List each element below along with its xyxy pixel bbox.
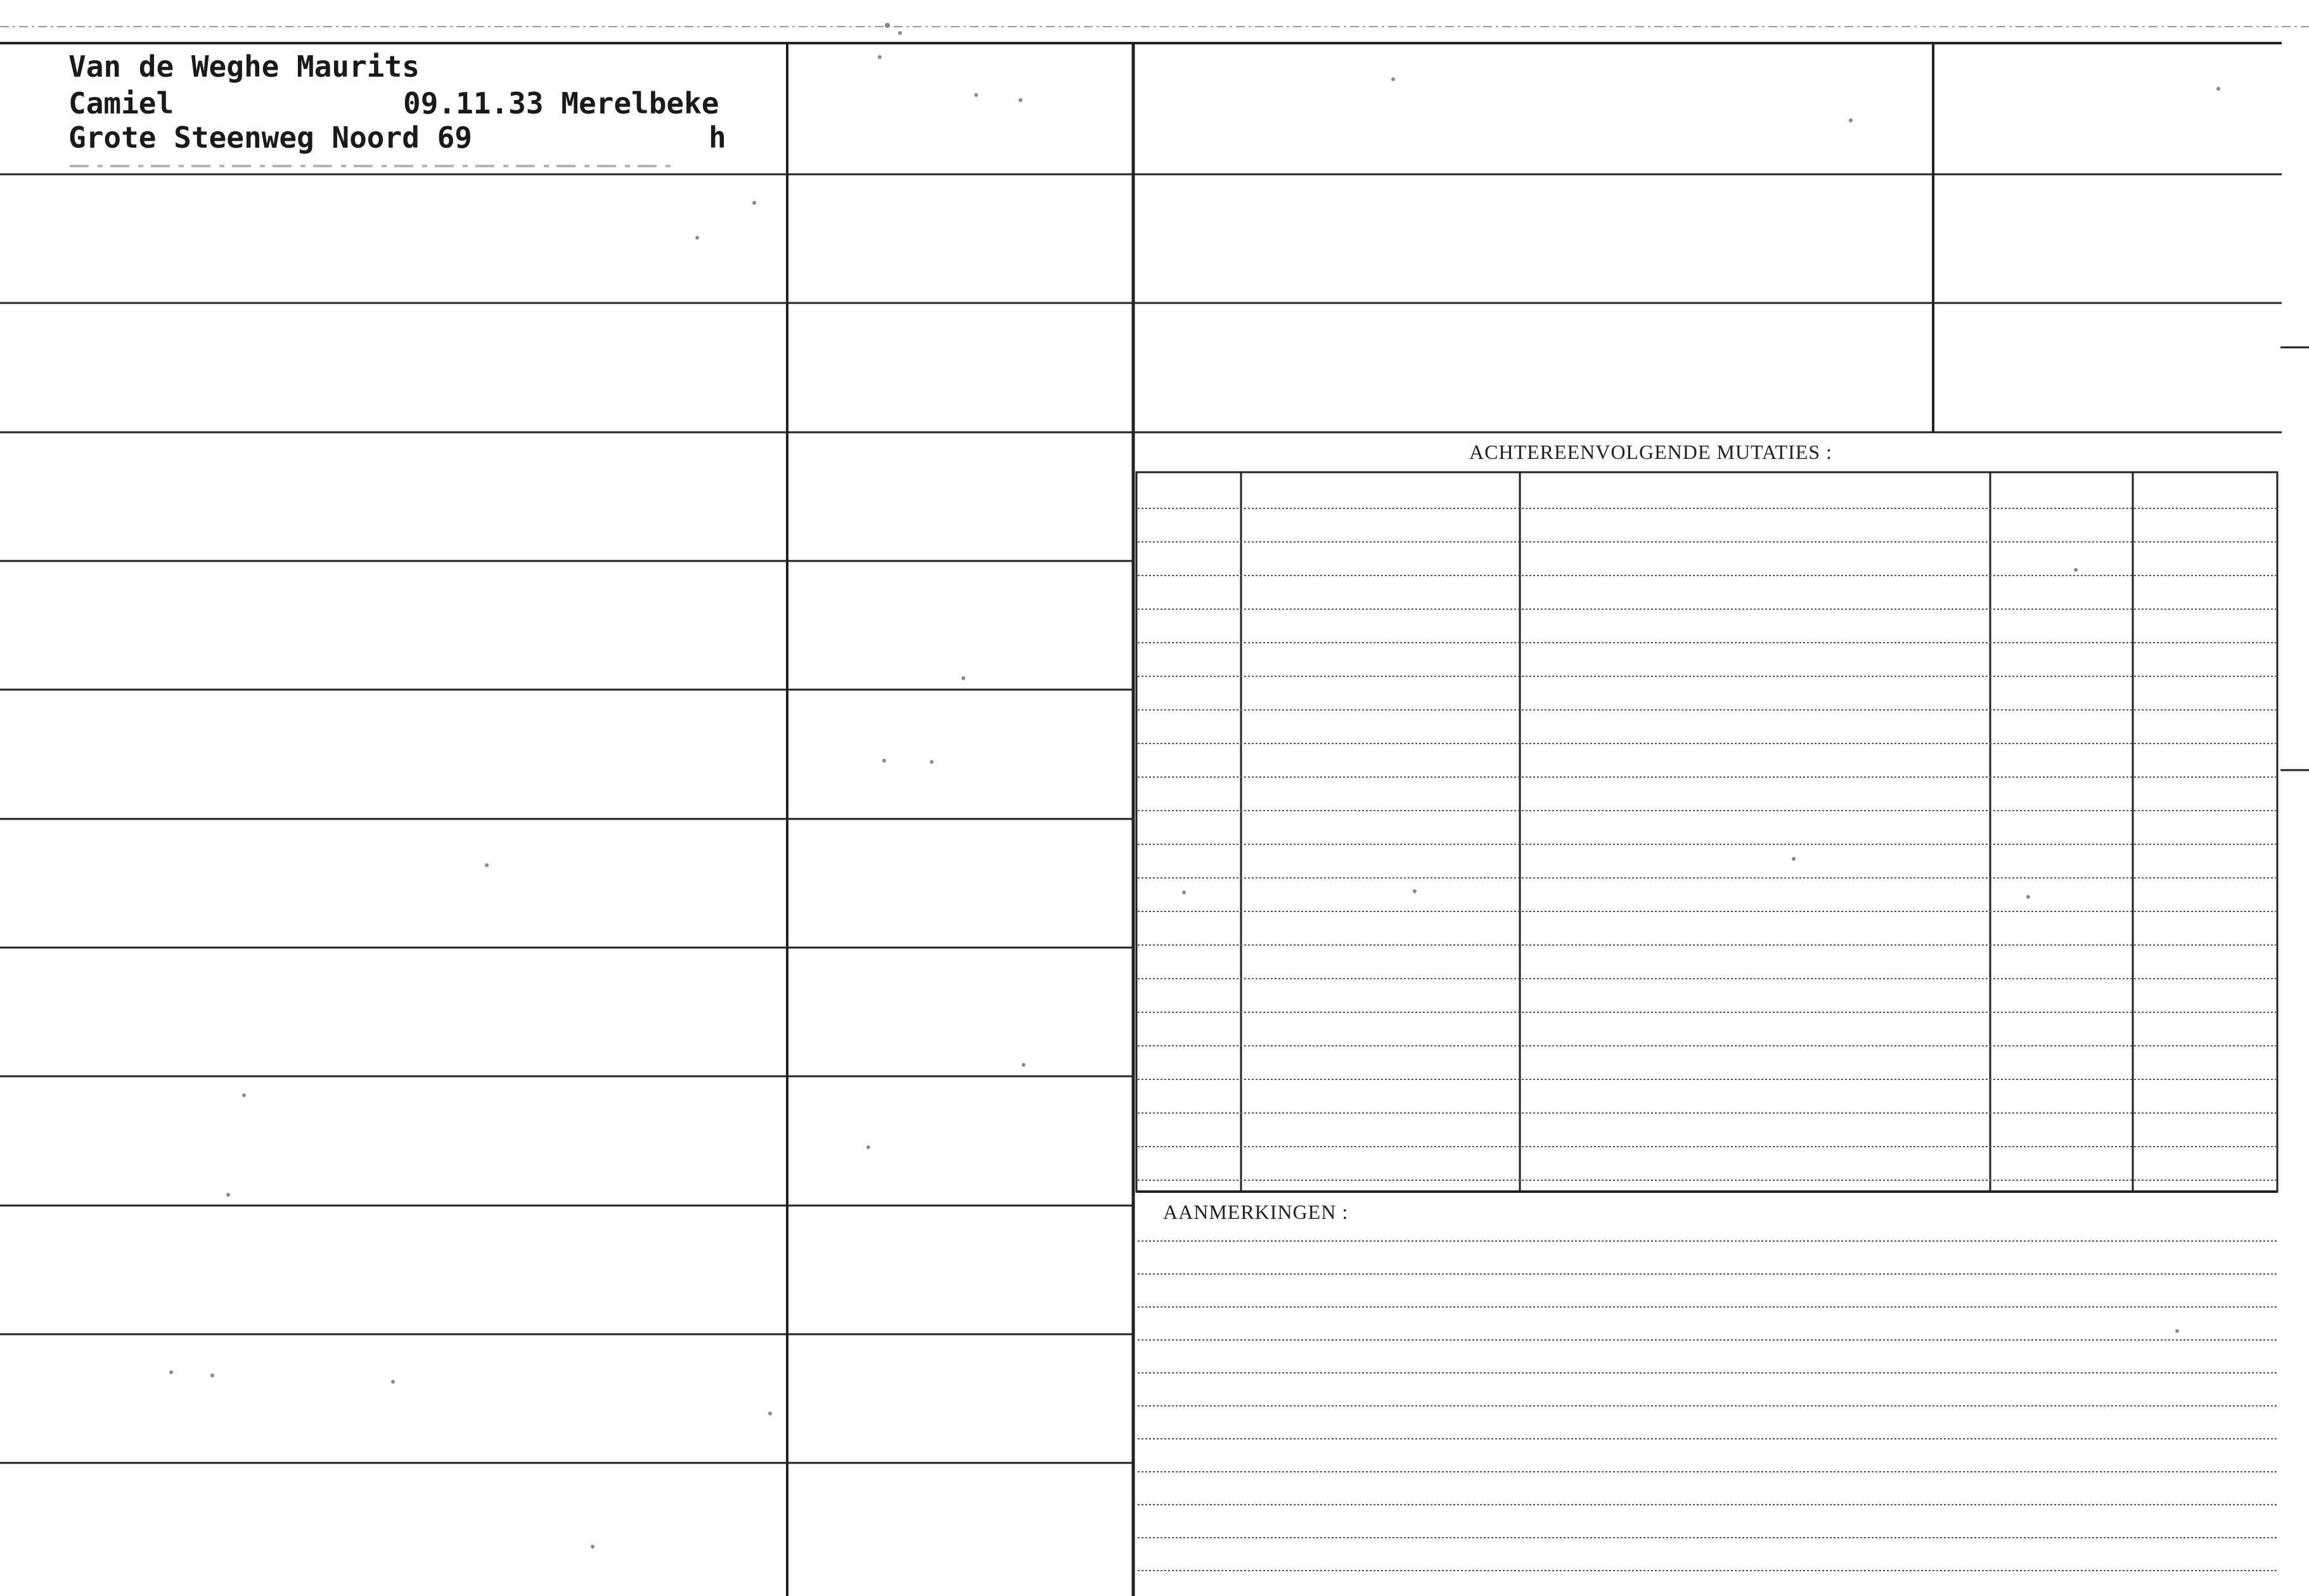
remarks-heading: AANMERKINGEN : xyxy=(1163,1200,1349,1223)
first-name-line: Camiel xyxy=(68,86,174,120)
mutations-heading: ACHTEREENVOLGENDE MUTATIES : xyxy=(1469,441,1832,463)
birth-line: 09.11.33 Merelbeke xyxy=(403,86,719,120)
status-mark: h xyxy=(709,120,726,155)
address-line: Grote Steenweg Noord 69 xyxy=(68,120,472,155)
surname-line: Van de Weghe Maurits xyxy=(68,49,420,84)
